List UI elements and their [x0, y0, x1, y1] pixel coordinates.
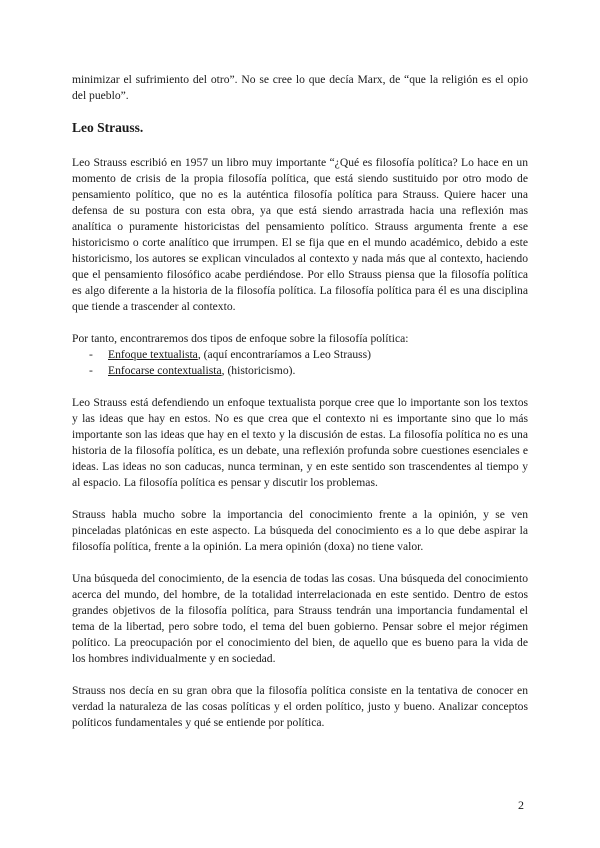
list-dash: - [89, 348, 93, 361]
list-item-term: Enfocarse contextualista [108, 364, 222, 377]
list-item-text: , (historicismo). [221, 364, 296, 377]
paragraph-6: Strauss nos decía en su gran obra que la filosofía política consiste en la tentativa de conocer en verdad la naturaleza de las cosas políticas y el orden político, justo y bueno. Analizar conceptos políticos fundamentales y qué se entiende por política. [72, 684, 528, 729]
paragraph-4: Strauss habla mucho sobre la importancia del conocimiento frente a la opinión, y se ven pinceladas platónicas en este aspecto. La búsqueda del conocimiento es a lo que debe aspirar la filosofía política, frente a la opinión. La mera opinión (doxa) no tiene valor. [72, 508, 528, 553]
document-page [72, 72, 528, 747]
paragraph-5: Una búsqueda del conocimiento, de la esencia de todas las cosas. Una búsqueda del conocimiento acerca del mundo, del hombre, de la totalidad interrelacionada en este sentido. Dentro de estos grandes objetivos de la filosofía política, para Strauss tendrán una importancia fundamental el tema de la libertad, pero sobre todo, el tema del buen gobierno. Pensar sobre el mejor régimen político. La preocupación por el conocimiento del bien, de aquello que es bueno para la vida de los hombres individualmente y en sociedad. [72, 572, 528, 665]
list-item-term: Enfoque textualista [108, 348, 198, 361]
approach-list [72, 347, 528, 379]
continuation-paragraph: minimizar el sufrimiento del otro”. No se cree lo que decía Marx, de “que la religión es el opio del pueblo”. [72, 73, 528, 102]
list-item [72, 347, 528, 363]
paragraph-3: Leo Strauss está defendiendo un enfoque textualista porque cree que lo importante son los textos y las ideas que hay en estos. No es que crea que el contexto ni es importante sino que lo más importante son las ideas que hay en el texto y la discusión de estas. La filosofía política no es una historia de la filosofía política, es un debate, una reflexión profunda sobre cuestiones esenciales e ideas. Las ideas no son caducas, nunca terminan, y en este sentido son trascendentes al tiempo y al espacio. La filosofía política es pensar y discutir los problemas. [72, 396, 528, 489]
page-number: 2 [518, 798, 524, 812]
list-item-text: , (aquí encontraríamos a Leo Strauss) [197, 348, 372, 361]
paragraph-1: Leo Strauss escribió en 1957 un libro muy importante “¿Qué es filosofía política? Lo hace en un momento de crisis de la propia filosofía política, que está siendo sustituido por otro modo de pensamiento político, que no es la auténtica filosofía política para Strauss. Quiere hacer una defensa de su postura con esta obra, ya que está siendo arrastrada hacia una reflexión mas analítica o puramente historicistas del pensamiento político. Strauss argumenta frente a ese historicismo o corte analítico que irrumpen. El se fija que en el mundo académico, debido a este historicismo, los autores se explican vinculados al contexto y nada más que al contexto, haciendo que el pensamiento filosófico acabe perdiéndose. Por ello Strauss piensa que la filosofía política es algo diferente a la historia de la filosofía política. La filosofía política para él es una disciplina que tiende a trascender al contexto. [72, 156, 528, 313]
paragraph-2: Por tanto, encontraremos dos tipos de enfoque sobre la filosofía política: [72, 332, 409, 345]
list-item [72, 363, 528, 379]
list-dash: - [89, 364, 93, 377]
section-heading: Leo Strauss. [72, 120, 144, 135]
